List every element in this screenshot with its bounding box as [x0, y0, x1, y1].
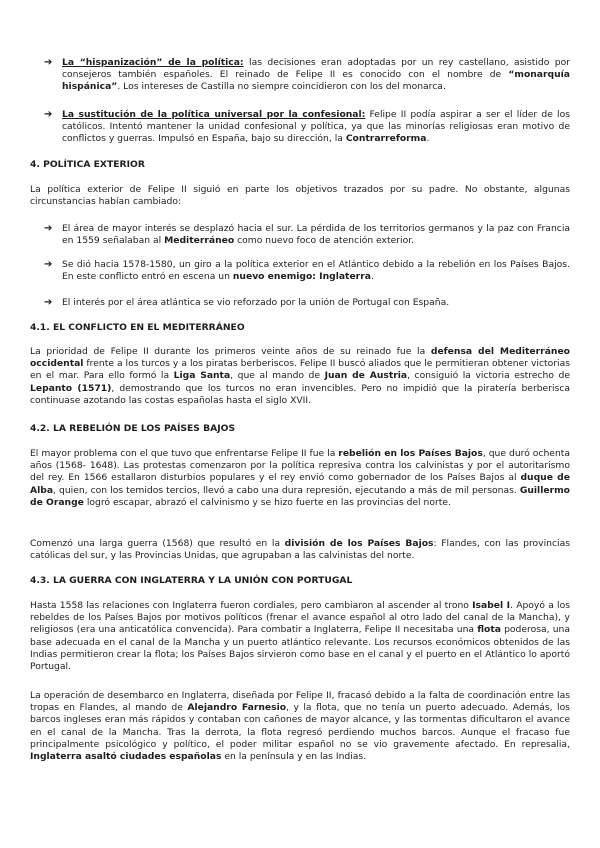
- bold-text: Mediterráneo: [164, 235, 235, 247]
- text-run: El área de mayor interés se desplazó hacia el sur. La pérdida de los territorios germanos y la paz con Francia en 1559 señalaban al: [62, 223, 570, 247]
- bold-text: defensa del Mediterráneo occidental: [30, 346, 570, 370]
- section-4-1-title: 4.1. EL CONFLICTO EN EL MEDITERRÁNEO: [30, 322, 245, 333]
- arrow-right-icon: ➔: [44, 109, 53, 120]
- bullet-atlantico: [62, 259, 570, 283]
- bold-text: Juan de Austria: [324, 370, 408, 382]
- text-run: . Apoyó a los rebeldes de los Países Bajos por motivos políticos (frenar el avance español al otro lado del canal de la Mancha), y religiosos (era una anticatólica convencida). Para combatir a Inglaterra, Felipe II necesitaba una: [30, 600, 570, 636]
- section-4-3-paragraph-1: [30, 600, 570, 673]
- bold-text: “monarquía hispánica”: [62, 69, 570, 93]
- section-4-1-body: [30, 346, 570, 407]
- text-run: Comenzó una larga guerra (1568) que resultó en la: [30, 538, 285, 549]
- text-run: como nuevo foco de atención exterior.: [234, 235, 415, 247]
- text-run: Hasta 1558 las relaciones con Inglaterra fueron cordiales, pero cambiaron al ascender al trono: [30, 600, 473, 611]
- text-run: .: [370, 271, 374, 283]
- section-4-title: 4. POLÍTICA EXTERIOR: [30, 159, 145, 170]
- bold-text: La “hispanización” de la política:: [62, 57, 244, 68]
- arrow-right-icon: ➔: [44, 297, 53, 308]
- bullet-hispanizacion: [62, 57, 570, 94]
- text-run: : Flandes, con las provincias católicas del sur, y las Provincias Unidas, que agrupaban a las calvinistas del norte.: [30, 538, 570, 562]
- text-run: La prioridad de Felipe II durante los primeros veinte años de su reinado fue la: [30, 346, 431, 357]
- arrow-right-icon: ➔: [44, 57, 53, 68]
- text-run: El interés por el área atlántica se vio reforzado por la unión de Portugal con España.: [62, 297, 450, 308]
- bold-text: flota: [477, 624, 501, 636]
- text-run: La operación de desembarco en Inglaterra, diseñada por Felipe II, fracasó debido a la falta de coordinación entre las tropas en Flandes, al mando de: [30, 690, 570, 714]
- text-run: poderosa, una base adecuada en el canal de la Mancha y un puerto atlántico relevante. Los recursos económicos obtenidos de las Indias permitieron crear la flota; los Países Bajos sirvieron como base en el canal y el puerto en el Atlántico lo aportó Portugal.: [30, 624, 570, 673]
- bold-text: nuevo enemigo: Inglaterra: [232, 271, 371, 283]
- bold-text: Alejandro Farnesio: [187, 702, 287, 714]
- arrow-right-icon: ➔: [44, 259, 53, 270]
- bold-text: Guillermo de Orange: [30, 484, 570, 508]
- bold-text: Contrarreforma: [345, 133, 427, 145]
- section-4-2-paragraph-2: [30, 538, 570, 562]
- bold-text: duque de Alba: [30, 472, 570, 496]
- text-run: .: [426, 133, 430, 145]
- bold-text: Lepanto (1571): [30, 382, 112, 394]
- bullet-sustitucion: [62, 109, 570, 146]
- text-run: , quien, con los temidos tercios, llevó a cabo una dura represión, ejecutando a más de mil personas.: [53, 484, 520, 496]
- text-run: frente a los turcos y a los piratas berberiscos. Felipe II buscó aliados que le permitieran obtener victorias en el mar. Para ello formó la: [30, 358, 570, 382]
- text-run: Felipe II podía aspirar a ser el líder de los católicos. Intentó mantener la unidad confesional y política, ya que las minorías religiosas eran motivo de conflictos y guerras. Impulsó en España, bajo su dirección, la: [62, 109, 570, 145]
- bold-text: Inglaterra asaltó ciudades españolas: [30, 751, 222, 763]
- arrow-right-icon: ➔: [44, 223, 53, 234]
- section-4-intro: La política exterior de Felipe II siguió en parte los objetivos trazados por su padre. No obstante, algunas circunstancias habían cambiado:: [30, 184, 570, 208]
- section-4-2-title: 4.2. LA REBELIÓN DE LOS PAÍSES BAJOS: [30, 423, 236, 434]
- bold-text: Isabel I: [472, 600, 511, 611]
- bold-text: rebelión en los Países Bajos: [338, 448, 483, 459]
- bold-text: La sustitución de la política universal por la confesional:: [62, 109, 366, 120]
- text-run: en la península y en las Indias.: [221, 751, 367, 763]
- text-run: , consiguió la victoria estrecho de: [407, 370, 571, 382]
- section-4-3-paragraph-2: [30, 690, 570, 763]
- text-run: logró escapar, abrazó el calvinismo y se hizo fuerte en las provincias del norte.: [83, 496, 451, 508]
- text-run: , demostrando que los turcos no eran invencibles. Pero no impidió que la piratería berberisca continuase azotando las costas españolas hasta el siglo XVII.: [30, 382, 570, 406]
- bold-text: división de los Países Bajos: [284, 538, 434, 549]
- bullet-mediterraneo: [62, 223, 570, 247]
- section-4-3-title: 4.3. LA GUERRA CON INGLATERRA Y LA UNIÓN CON PORTUGAL: [30, 575, 353, 586]
- text-run: , y la flota, que no tenía un puerto adecuado. Además, los barcos ingleses eran más rápidos y contaban con cañones de mayor alcance, y las tormentas dificultaron el avance en el canal de la Mancha. Tras la derrota, la flota regresó perdiendo muchos barcos. Aunque el fracaso fue principalmente psicológico y político, el poder militar español no se vio gravemente afectado. En represalia,: [30, 702, 570, 750]
- text-run: las decisiones eran adoptadas por un rey castellano, asistido por consejeros también españoles. El reinado de Felipe II es conocido con el nombre de: [62, 57, 570, 81]
- bold-text: Liga Santa: [173, 370, 231, 382]
- text-run: , que al mando de: [230, 370, 325, 382]
- text-run: Se dió hacia 1578-1580, un giro a la política exterior en el Atlántico debido a la rebelión en los Países Bajos. En este conflicto entró en escena un: [62, 259, 570, 283]
- section-4-2-paragraph-1: [30, 448, 570, 509]
- text-run: El mayor problema con el que tuvo que enfrentarse Felipe II fue la: [30, 448, 339, 459]
- text-run: . Los intereses de Castilla no siempre coincidieron con los del monarca.: [117, 81, 446, 93]
- text-run: , que duró ochenta años (1568- 1648). Las protestas comenzaron por la política represiva contra los calvinistas y por el autoritarismo del rey. En 1566 estallaron disturbios populares y el rey envió como gobernador de los Países Bajos al: [30, 448, 571, 484]
- bullet-portugal: [62, 297, 570, 309]
